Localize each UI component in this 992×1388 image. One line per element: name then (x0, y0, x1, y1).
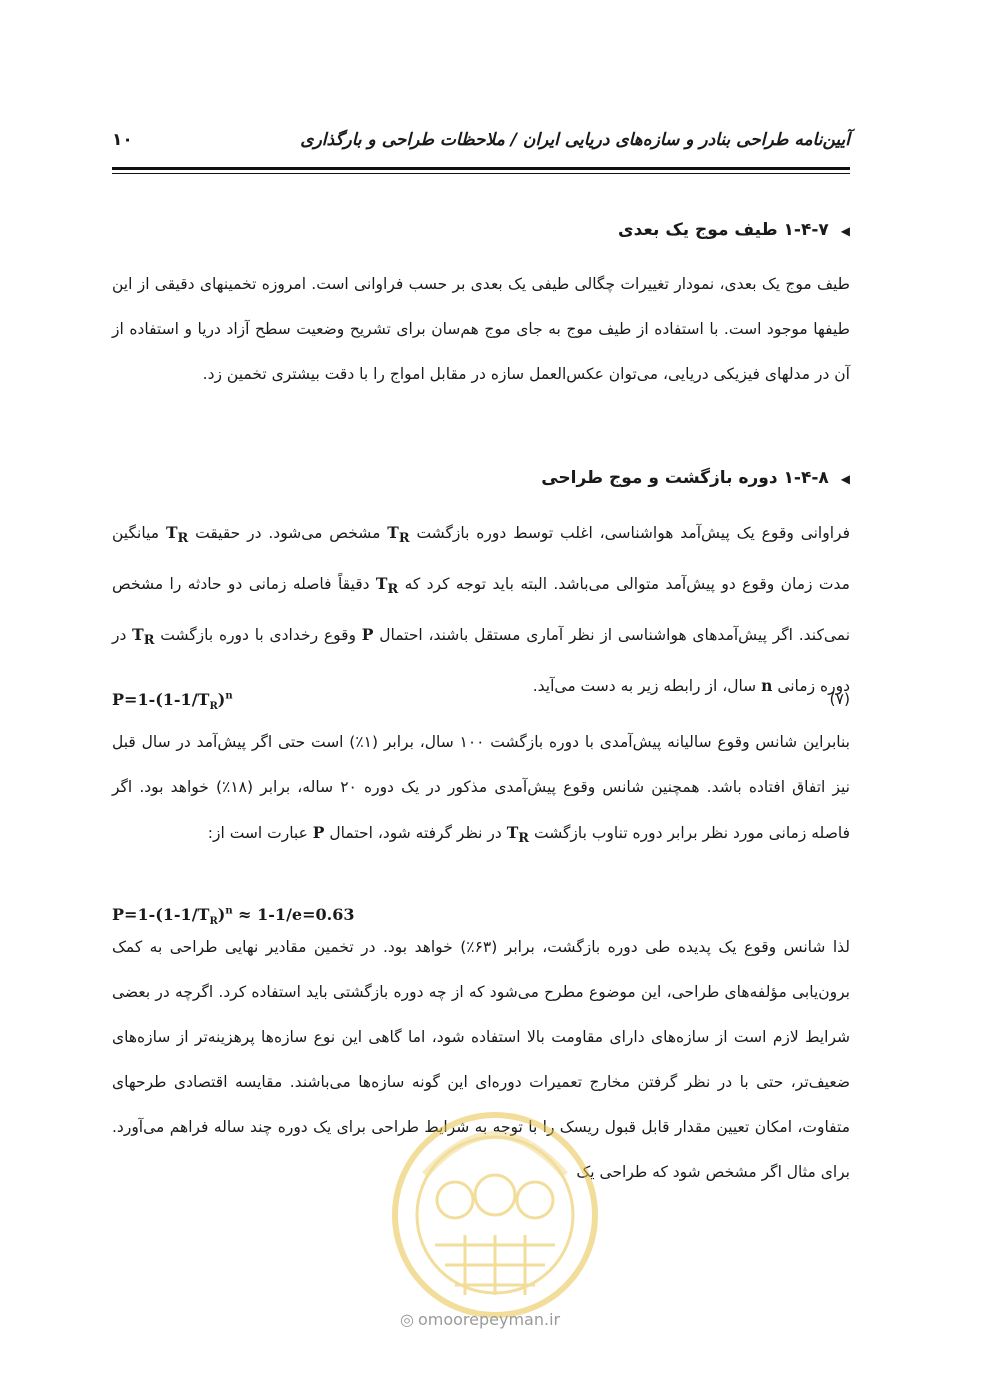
header-title: آیین‌نامه طراحی بنادر و سازه‌های دریایی ایران / ملاحظات طراحی و بارگذاری (300, 130, 850, 150)
text-run: مشخص می‌شود. در حقیقت (195, 524, 381, 542)
header-rule-thin (112, 173, 850, 174)
symbol-subscript: R (143, 633, 155, 649)
symbol-P: P (361, 625, 374, 645)
symbol-letter: T (375, 574, 388, 594)
equation-number: (۷) (829, 690, 850, 708)
text-run: میانگین مدت زمان وقوع دو پیش‌آمد متوالی می‌باشد. البته باید توجه کرد که (112, 524, 850, 594)
bullet-triangle-icon: ◀ (840, 472, 850, 486)
symbol-subscript: R (518, 831, 530, 847)
symbol-subscript: R (387, 582, 399, 598)
section-heading-text: ۱-۴-۷ طیف موج یک بعدی (618, 220, 829, 240)
equation-superscript: n (225, 690, 233, 702)
page-number: ۱۰ (112, 130, 133, 150)
equation-approximation (112, 905, 354, 927)
equation-text: ) (217, 905, 226, 924)
watermark-url (400, 1310, 560, 1329)
symbol-TR (375, 574, 399, 598)
symbol-P: P (312, 823, 325, 842)
header-rule-thick (112, 167, 850, 170)
text-run: بنابراین شانس وقوع سالیانه پیش‌آمدی با دوره بازگشت ۱۰۰ سال، برابر (۱٪) است حتی اگر پیش‌آمد در سال قبل نیز اتفاق افتاده باشد. همچنین شانس وقوع پیش‌آمدی مذکور در یک دوره ۲۰ ساله، برابر (۱۸٪) خواهد بود. اگر فاصله زمانی مورد نظر برابر دوره تناوب بازگشت (112, 733, 850, 842)
symbol-subscript: R (177, 531, 189, 547)
text-run: عبارت است از: (207, 824, 308, 842)
symbol-TR (165, 523, 189, 547)
text-run: سال، از رابطه زیر به دست می‌آید. (532, 677, 757, 696)
symbol-subscript: R (398, 531, 410, 547)
symbol-TR (506, 823, 530, 847)
section-1-4-7-paragraph: طیف موج یک بعدی، نمودار تغییرات چگالی طیفی یک بعدی بر حسب فراوانی است. امروزه تخمینهای دقیقی از این طیفها موجود است. با استفاده از طیف موج به جای موج هم‌سان برای تشریح وضعیت سطح آزاد دریا و استفاده از آن در مدلهای فیزیکی دریایی، می‌توان عکس‌العمل سازه در مقابل امواج را با دقت بیشتری تخمین زد. (112, 275, 850, 383)
symbol-letter: T (506, 823, 519, 842)
equation-subscript: R (209, 701, 218, 713)
text-run: فراوانی وقوع یک پیش‌آمد هواشناسی، اغلب توسط دوره بازگشت (416, 524, 850, 542)
text-run: وقوع رخدادی با دوره بازگشت (160, 626, 356, 645)
annual-chance-paragraph (112, 720, 850, 861)
design-risk-paragraph: لذا شانس وقوع یک پدیده طی دوره بازگشت، برابر (۶۳٪) خواهد بود. در تخمین مقادیر نهایی طراحی به کمک برون‌یابی مؤلفه‌های طراحی، این موضوع مطرح می‌شود که از چه دوره بازگشتی باید استفاده کرد. اگرچه در بعضی شرایط لازم است از سازه‌های دارای مقاومت بالا استفاده شود، اما گاهی این نوع سازه‌ها پرهزینه‌تر از سازه‌های ضعیف‌تر، حتی با در نظر گرفتن مخارج تعمیرات دوره‌ای این گونه سازه‌ها می‌باشند. مقایسه اقتصادی طرحهای متفاوت، امکان تعیین مقدار قابل قبول ریسک را با توجه به شرایط طراحی برای یک دوره چند ساله فراهم می‌آورد. برای مثال اگر مشخص شود که طراحی یک (112, 938, 851, 1181)
equation-superscript: n (225, 905, 233, 917)
equation-7 (112, 690, 233, 712)
watermark-url-text: omoorepeyman.ir (417, 1310, 561, 1329)
return-period-paragraph (112, 510, 850, 709)
watermark-logo-icon: ◎ (400, 1310, 414, 1329)
symbol-letter: T (387, 523, 399, 542)
symbol-letter: T (132, 625, 144, 645)
equation-subscript: R (209, 916, 218, 928)
text-run: دقیقاً فاصله زمانی دو حادثه را مشخص نمی‌کند. اگر پیش‌آمدهای هواشناسی از نظر آماری مستقل باشند، احتمال (112, 575, 851, 645)
equation-text: P=1-(1-1/T (112, 905, 210, 924)
equation-text: ≈ 1-1/e=0.63 (232, 905, 355, 924)
running-header (112, 130, 850, 152)
seal-stamp-watermark (385, 1105, 605, 1325)
symbol-letter: T (165, 523, 178, 542)
section-heading-1-4-8 (541, 468, 850, 488)
symbol-n: n (761, 676, 773, 696)
symbol-TR (387, 523, 410, 547)
symbol-TR (132, 625, 155, 649)
bullet-triangle-icon: ◀ (840, 224, 850, 238)
text-run: در دوره زمانی (112, 626, 850, 696)
text-run: در نظر گرفته شود، احتمال (329, 824, 502, 842)
equation-text: ) (217, 690, 226, 709)
equation-text: P=1-(1-1/T (112, 690, 210, 709)
section-heading-text: ۱-۴-۸ دوره بازگشت و موج طراحی (541, 468, 829, 488)
section-heading-1-4-7 (618, 220, 850, 240)
